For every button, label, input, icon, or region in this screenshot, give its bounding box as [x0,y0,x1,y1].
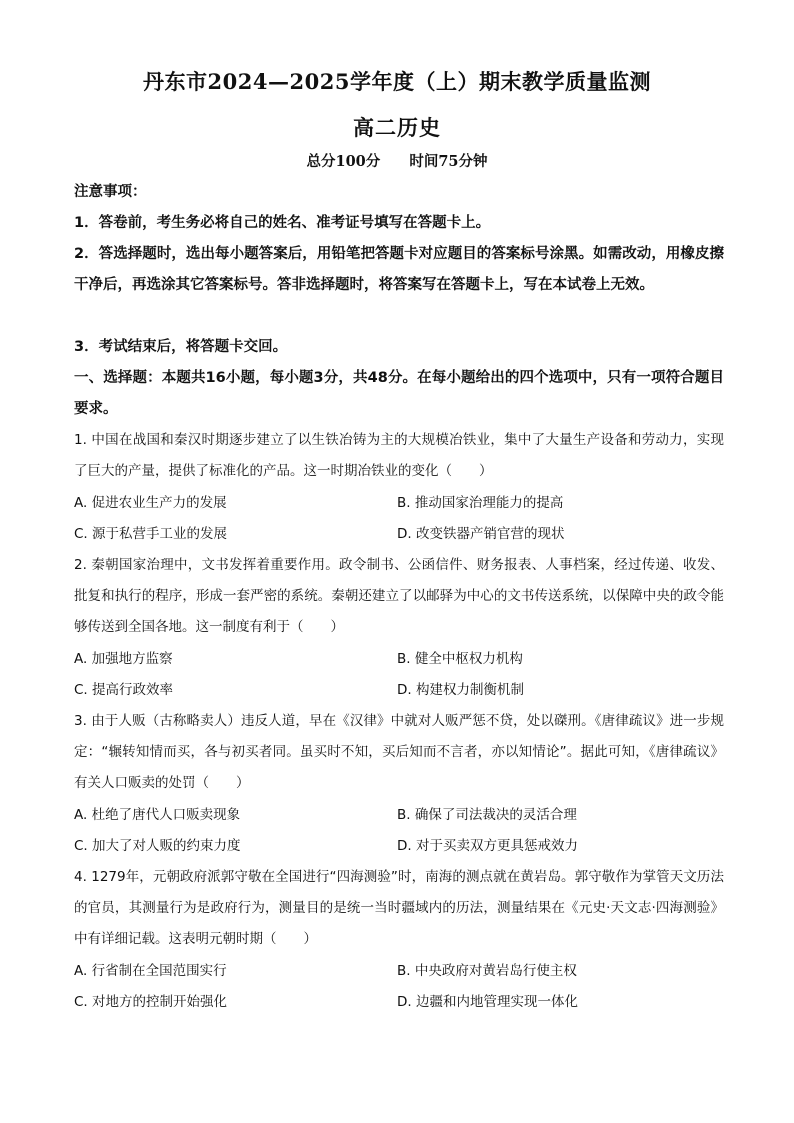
option-b: B. 中央政府对黄岩岛行使主权 [397,963,577,979]
exam-title: 丹东市2024—2025学年度（上）期末教学质量监测 [143,69,651,94]
option-c: C. 提高行政效率 [74,682,174,698]
option-b: B. 推动国家治理能力的提高 [397,495,564,511]
option-a: A. 促进农业生产力的发展 [74,495,227,511]
duration: 时间75分钟 [409,153,488,170]
option-c: C. 源于私营手工业的发展 [74,526,228,542]
option-d: D. 构建权力制衡机制 [397,682,524,698]
option-d: D. 边疆和内地管理实现一体化 [397,994,578,1010]
option-b: B. 确保了司法裁决的灵活合理 [397,807,577,823]
total-score: 总分100分 [306,153,381,170]
score-time-line [0,150,794,171]
option-c: C. 对地方的控制开始强化 [74,994,228,1010]
option-b: B. 健全中枢权力机构 [397,651,523,667]
option-d: D. 改变铁器产销官营的现状 [397,526,565,542]
notes-heading: 注意事项： [74,184,147,200]
note-item: 1．答卷前，考生务必将自己的姓名、准考证号填写在答题卡上。 [74,215,491,231]
question-stem: 4. 1279年，元朝政府派郭守敬在全国进行“四海测验”时，南海的测点就在黄岩岛。郭守敬作为掌管天文历法的官员，其测量行为是政府行为，测量目的是统一当时疆域内的历法，测量结果在《元史·天文志·四海测验》中有详细记载。这表明元朝时期（ ） [74,869,724,947]
question-stem: 1. 中国在战国和秦汉时期逐步建立了以生铁冶铸为主的大规模冶铁业，集中了大量生产设备和劳动力，实现了巨大的产量，提供了标准化的产品。这一时期冶铁业的变化（ ） [74,432,724,479]
option-c: C. 加大了对人贩的约束力度 [74,838,241,854]
note-item: 3．考试结束后，将答题卡交回。 [74,339,288,355]
question-stem: 3. 由于人贩（古称略卖人）违反人道，早在《汉律》中就对人贩严惩不贷，处以磔刑。《唐律疏议》进一步规定：“辗转知情而买，各与初买者同。虽买时不知，买后知而不言者，亦以知情论”。据此可知，《唐律疏议》有关人口贩卖的处罚（ ） [74,713,724,791]
option-a: A. 杜绝了唐代人口贩卖现象 [74,807,241,823]
option-a: A. 行省制在全国范围实行 [74,963,227,979]
note-item: 2．答选择题时，选出每小题答案后，用铅笔把答题卡对应题目的答案标号涂黑。如需改动，用橡皮擦干净后，再选涂其它答案标号。答非选择题时，将答案写在答题卡上，写在本试卷上无效。 [74,246,724,293]
option-a: A. 加强地方监察 [74,651,173,667]
section-heading: 一、选择题：本题共16小题，每小题3分，共48分。在每小题给出的四个选项中，只有一项符合题目要求。 [74,370,724,417]
option-d: D. 对于买卖双方更具惩戒效力 [397,838,578,854]
subject-title: 高二历史 [353,115,441,140]
question-stem: 2. 秦朝国家治理中，文书发挥着重要作用。政令制书、公函信件、财务报表、人事档案，经过传递、收发、批复和执行的程序，形成一套严密的系统。秦朝还建立了以邮驿为中心的文书传送系统，以保障中央的政令能够传送到全国各地。这一制度有利于（ ） [74,557,724,635]
